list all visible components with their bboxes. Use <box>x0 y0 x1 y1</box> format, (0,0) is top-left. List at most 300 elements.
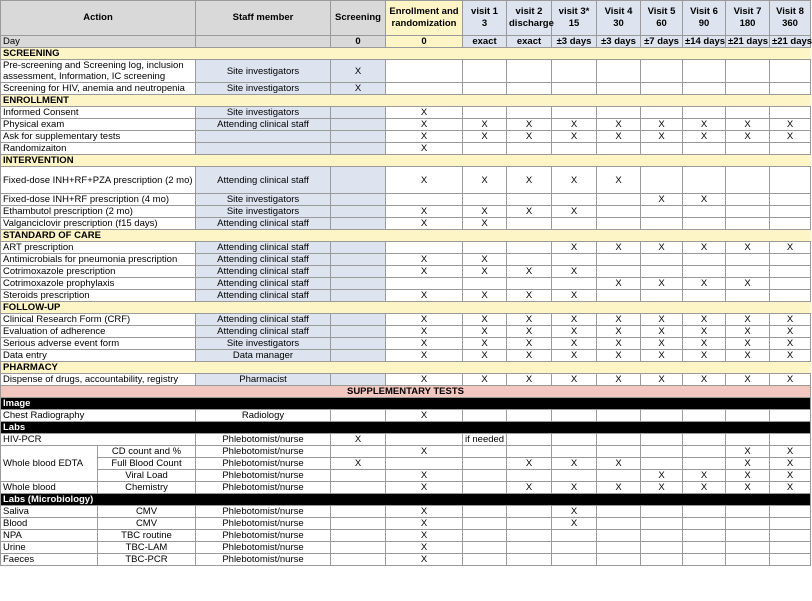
mark-cell: X <box>552 119 597 131</box>
mark-cell: X <box>552 458 597 470</box>
mark-cell: X <box>386 218 463 230</box>
mark-cell: X <box>683 374 726 386</box>
mark-cell <box>463 410 507 422</box>
mark-cell <box>683 167 726 194</box>
mark-cell <box>552 60 597 83</box>
mark-cell <box>641 530 683 542</box>
mark-cell <box>726 194 770 206</box>
subsection-row <box>1 422 811 434</box>
day-window: exact <box>507 36 552 48</box>
mark-cell <box>597 434 641 446</box>
day-enrollment: 0 <box>386 36 463 48</box>
action-cell: Dispense of drugs, accountability, registry <box>1 374 196 386</box>
table-row <box>1 242 811 254</box>
mark-cell <box>597 470 641 482</box>
mark-cell <box>726 218 770 230</box>
section-title: STANDARD OF CARE <box>1 230 811 242</box>
mark-cell <box>641 542 683 554</box>
mark-cell: X <box>552 206 597 218</box>
table-row <box>1 446 811 458</box>
table-row <box>1 506 811 518</box>
mark-cell <box>463 458 507 470</box>
mark-cell <box>683 266 726 278</box>
table-row <box>1 350 811 362</box>
mark-cell: X <box>726 458 770 470</box>
mark-cell: X <box>726 131 770 143</box>
mark-cell <box>641 458 683 470</box>
staff-cell: Data manager <box>196 350 331 362</box>
mark-cell: X <box>641 314 683 326</box>
action-cell: Physical exam <box>1 119 196 131</box>
mark-cell <box>683 143 726 155</box>
mark-cell: X <box>726 482 770 494</box>
mark-cell: X <box>386 167 463 194</box>
subsection-row <box>1 398 811 410</box>
mark-cell: X <box>386 554 463 566</box>
mark-cell: X <box>386 350 463 362</box>
mark-cell: X <box>386 206 463 218</box>
mark-cell <box>463 530 507 542</box>
mark-cell: X <box>770 119 811 131</box>
mark-cell <box>507 434 552 446</box>
section-row <box>1 155 811 167</box>
mark-cell: X <box>552 290 597 302</box>
action-cell: Clinical Research Form (CRF) <box>1 314 196 326</box>
mark-cell: X <box>726 446 770 458</box>
mark-cell <box>507 446 552 458</box>
mark-cell <box>507 470 552 482</box>
screening-cell <box>331 446 386 458</box>
mark-cell: X <box>507 206 552 218</box>
mark-cell <box>463 60 507 83</box>
action-cell: Ask for supplementary tests <box>1 131 196 143</box>
mark-cell <box>463 554 507 566</box>
mark-cell <box>597 60 641 83</box>
mark-cell <box>770 194 811 206</box>
mark-cell: X <box>597 374 641 386</box>
mark-cell <box>770 167 811 194</box>
mark-cell: X <box>641 326 683 338</box>
visit-header <box>463 1 507 36</box>
screening-cell <box>331 167 386 194</box>
mark-cell <box>552 254 597 266</box>
section-row <box>1 302 811 314</box>
section-title: INTERVENTION <box>1 155 811 167</box>
section-title: PHARMACY <box>1 362 811 374</box>
mark-cell: X <box>597 350 641 362</box>
sample-cell: Whole blood <box>1 482 98 494</box>
mark-cell <box>770 218 811 230</box>
mark-cell <box>726 60 770 83</box>
staff-cell: Site investigators <box>196 83 331 95</box>
mark-cell <box>507 254 552 266</box>
day-window: ±21 days <box>770 36 811 48</box>
mark-cell: X <box>386 143 463 155</box>
mark-cell <box>770 530 811 542</box>
mark-cell <box>641 218 683 230</box>
test-cell: CD count and % <box>98 446 196 458</box>
table-row <box>1 530 811 542</box>
mark-cell <box>726 410 770 422</box>
mark-cell <box>641 83 683 95</box>
mark-cell <box>641 506 683 518</box>
screening-cell <box>331 350 386 362</box>
subsection-title: Labs <box>1 422 811 434</box>
mark-cell: X <box>507 119 552 131</box>
staff-cell: Attending clinical staff <box>196 266 331 278</box>
mark-cell: X <box>386 290 463 302</box>
table-row <box>1 518 811 530</box>
table-row <box>1 60 811 83</box>
mark-cell: X <box>552 338 597 350</box>
mark-cell: X <box>552 326 597 338</box>
mark-cell: X <box>641 242 683 254</box>
day-label: Day <box>1 36 196 48</box>
mark-cell <box>726 518 770 530</box>
visit-name: Visit 4 <box>604 6 633 17</box>
mark-cell: X <box>386 374 463 386</box>
mark-cell <box>507 554 552 566</box>
mark-cell: X <box>683 194 726 206</box>
mark-cell: X <box>597 338 641 350</box>
mark-cell <box>463 446 507 458</box>
mark-cell: X <box>507 458 552 470</box>
mark-cell: X <box>386 530 463 542</box>
mark-cell: X <box>770 482 811 494</box>
mark-cell <box>463 83 507 95</box>
mark-cell <box>386 83 463 95</box>
mark-cell <box>726 143 770 155</box>
screening-cell <box>331 410 386 422</box>
mark-cell: X <box>770 242 811 254</box>
mark-cell: X <box>770 314 811 326</box>
mark-cell <box>386 278 463 290</box>
mark-cell: X <box>463 314 507 326</box>
screening-cell <box>331 218 386 230</box>
table-row <box>1 338 811 350</box>
mark-cell <box>463 194 507 206</box>
action-cell: Randomizaiton <box>1 143 196 155</box>
action-cell: Valganciclovir prescription (f15 days) <box>1 218 196 230</box>
mark-cell <box>770 542 811 554</box>
mark-cell <box>683 60 726 83</box>
mark-cell <box>463 107 507 119</box>
mark-cell <box>770 506 811 518</box>
section-title: FOLLOW-UP <box>1 302 811 314</box>
staff-cell <box>196 131 331 143</box>
screening-cell <box>331 119 386 131</box>
staff-cell: Attending clinical staff <box>196 218 331 230</box>
table-row <box>1 266 811 278</box>
screening-cell <box>331 374 386 386</box>
mark-cell: X <box>552 374 597 386</box>
enrollment-header: Enrollment and randomization <box>386 1 463 36</box>
mark-cell: X <box>552 167 597 194</box>
mark-cell <box>507 83 552 95</box>
mark-cell <box>641 167 683 194</box>
mark-cell: X <box>386 506 463 518</box>
mark-cell: X <box>641 131 683 143</box>
action-cell: Pre-screening and Screening log, inclusion assessment, Information, IC screening <box>1 60 196 83</box>
sample-cell: Blood <box>1 518 98 530</box>
mark-cell <box>770 60 811 83</box>
mark-cell: X <box>597 119 641 131</box>
mark-cell <box>641 107 683 119</box>
day-row <box>1 36 811 48</box>
mark-cell <box>770 410 811 422</box>
action-cell: Serious adverse event form <box>1 338 196 350</box>
mark-cell <box>770 518 811 530</box>
mark-cell <box>597 266 641 278</box>
mark-cell <box>386 60 463 83</box>
screening-cell <box>331 470 386 482</box>
mark-cell <box>683 206 726 218</box>
table-row <box>1 143 811 155</box>
mark-cell: X <box>463 266 507 278</box>
sample-cell: Whole blood EDTA <box>1 446 98 482</box>
mark-cell: X <box>770 374 811 386</box>
mark-cell <box>463 506 507 518</box>
staff-cell: Phlebotomist/nurse <box>196 530 331 542</box>
mark-cell: X <box>641 119 683 131</box>
section-title: ENROLLMENT <box>1 95 811 107</box>
mark-cell <box>770 434 811 446</box>
mark-cell: X <box>386 254 463 266</box>
mark-cell <box>507 410 552 422</box>
screening-cell: X <box>331 60 386 83</box>
mark-cell: X <box>552 242 597 254</box>
mark-cell <box>552 542 597 554</box>
visit-header <box>641 1 683 36</box>
table-row <box>1 314 811 326</box>
mark-cell <box>683 506 726 518</box>
table-row <box>1 131 811 143</box>
subsection-title: Image <box>1 398 811 410</box>
mark-cell <box>597 506 641 518</box>
mark-cell <box>552 218 597 230</box>
screening-cell <box>331 482 386 494</box>
mark-cell <box>641 518 683 530</box>
mark-cell <box>641 206 683 218</box>
screening-cell <box>331 290 386 302</box>
mark-cell: X <box>726 338 770 350</box>
mark-cell <box>770 83 811 95</box>
mark-cell <box>597 554 641 566</box>
visit-day: 15 <box>568 18 580 29</box>
table-row <box>1 119 811 131</box>
table-row <box>1 218 811 230</box>
visit-name: visit 2 <box>515 6 543 17</box>
mark-cell: X <box>641 374 683 386</box>
mark-cell <box>597 446 641 458</box>
test-cell: Chest Radiography <box>1 410 196 422</box>
staff-cell: Attending clinical staff <box>196 278 331 290</box>
mark-cell <box>552 83 597 95</box>
mark-cell: X <box>726 119 770 131</box>
mark-cell: X <box>770 458 811 470</box>
mark-cell: X <box>386 266 463 278</box>
mark-cell: X <box>552 518 597 530</box>
mark-cell <box>683 218 726 230</box>
staff-cell: Radiology <box>196 410 331 422</box>
table-row <box>1 434 811 446</box>
visit-name: visit 3* <box>558 6 590 17</box>
mark-cell: X <box>597 458 641 470</box>
mark-cell <box>683 458 726 470</box>
mark-cell: X <box>507 131 552 143</box>
mark-cell: X <box>770 446 811 458</box>
screening-cell <box>331 518 386 530</box>
mark-cell: X <box>463 326 507 338</box>
visit-day: 180 <box>739 18 756 29</box>
mark-cell <box>597 290 641 302</box>
mark-cell <box>552 278 597 290</box>
staff-cell: Attending clinical staff <box>196 242 331 254</box>
screening-cell <box>331 530 386 542</box>
staff-cell: Phlebotomist/nurse <box>196 542 331 554</box>
table-row <box>1 326 811 338</box>
mark-cell <box>683 410 726 422</box>
screening-cell <box>331 242 386 254</box>
table-row <box>1 554 811 566</box>
visit-header <box>726 1 770 36</box>
section-row <box>1 48 811 60</box>
action-cell: Cotrimoxazole prescription <box>1 266 196 278</box>
table-row <box>1 410 811 422</box>
mark-cell <box>641 254 683 266</box>
staff-cell: Attending clinical staff <box>196 326 331 338</box>
screening-cell: X <box>331 434 386 446</box>
mark-cell: X <box>726 374 770 386</box>
mark-cell <box>726 266 770 278</box>
screening-header: Screening <box>331 1 386 36</box>
mark-cell: X <box>726 470 770 482</box>
mark-cell <box>641 290 683 302</box>
mark-cell <box>463 242 507 254</box>
test-cell: CMV <box>98 518 196 530</box>
mark-cell <box>726 434 770 446</box>
mark-cell <box>726 167 770 194</box>
table-row <box>1 542 811 554</box>
mark-cell <box>507 278 552 290</box>
mark-cell: X <box>770 470 811 482</box>
mark-cell: X <box>386 107 463 119</box>
section-row <box>1 95 811 107</box>
test-cell: TBC-PCR <box>98 554 196 566</box>
visit-name: Visit 7 <box>733 6 762 17</box>
test-cell: Chemistry <box>98 482 196 494</box>
staff-cell: Phlebotomist/nurse <box>196 554 331 566</box>
mark-cell: X <box>507 266 552 278</box>
mark-cell <box>507 242 552 254</box>
mark-cell <box>770 143 811 155</box>
staff-cell: Pharmacist <box>196 374 331 386</box>
section-row <box>1 362 811 374</box>
mark-cell <box>641 446 683 458</box>
mark-cell <box>552 434 597 446</box>
visit-header <box>552 1 597 36</box>
mark-cell: X <box>386 119 463 131</box>
mark-cell: X <box>463 119 507 131</box>
staff-cell: Phlebotomist/nurse <box>196 482 331 494</box>
staff-cell: Site investigators <box>196 60 331 83</box>
mark-cell <box>597 83 641 95</box>
table-row <box>1 254 811 266</box>
mark-cell <box>726 254 770 266</box>
mark-cell <box>683 434 726 446</box>
mark-cell: X <box>726 242 770 254</box>
screening-cell <box>331 131 386 143</box>
mark-cell: X <box>641 470 683 482</box>
action-cell: Cotrimoxazole prophylaxis <box>1 278 196 290</box>
mark-cell: X <box>507 350 552 362</box>
mark-cell <box>683 446 726 458</box>
action-cell: Data entry <box>1 350 196 362</box>
mark-cell: X <box>641 350 683 362</box>
sample-cell: Faeces <box>1 554 98 566</box>
action-cell: Ethambutol prescription (2 mo) <box>1 206 196 218</box>
day-window: ±14 days <box>683 36 726 48</box>
visit-day: 30 <box>613 18 624 29</box>
mark-cell: X <box>463 131 507 143</box>
mark-cell <box>463 482 507 494</box>
mark-cell: X <box>683 131 726 143</box>
staff-cell: Site investigators <box>196 338 331 350</box>
mark-cell: X <box>386 410 463 422</box>
day-window: ±7 days <box>641 36 683 48</box>
mark-cell <box>726 290 770 302</box>
mark-cell <box>770 266 811 278</box>
table-row <box>1 278 811 290</box>
mark-cell: X <box>726 326 770 338</box>
screening-cell <box>331 194 386 206</box>
mark-cell <box>507 518 552 530</box>
mark-cell: X <box>463 290 507 302</box>
staff-cell: Site investigators <box>196 194 331 206</box>
mark-cell <box>507 143 552 155</box>
table-row <box>1 374 811 386</box>
mark-cell <box>507 60 552 83</box>
mark-cell <box>507 218 552 230</box>
mark-cell: X <box>597 131 641 143</box>
mark-cell <box>683 542 726 554</box>
mark-cell <box>463 470 507 482</box>
visit-header <box>507 1 552 36</box>
screening-cell <box>331 206 386 218</box>
table-row <box>1 167 811 194</box>
action-cell: Fixed-dose INH+RF prescription (4 mo) <box>1 194 196 206</box>
mark-cell: X <box>386 470 463 482</box>
screening-cell <box>331 278 386 290</box>
action-cell: ART prescription <box>1 242 196 254</box>
mark-cell: X <box>507 374 552 386</box>
action-cell: Informed Consent <box>1 107 196 119</box>
staff-cell <box>196 143 331 155</box>
mark-cell: X <box>770 131 811 143</box>
mark-cell <box>463 542 507 554</box>
mark-cell: X <box>726 314 770 326</box>
staff-cell: Attending clinical staff <box>196 119 331 131</box>
visit-day: 360 <box>782 18 798 29</box>
mark-cell <box>507 530 552 542</box>
mark-cell: X <box>770 326 811 338</box>
header-row <box>1 1 811 36</box>
subsection-row <box>1 494 811 506</box>
section-title: SCREENING <box>1 48 811 60</box>
mark-cell <box>552 194 597 206</box>
visit-header <box>597 1 641 36</box>
mark-cell <box>726 206 770 218</box>
